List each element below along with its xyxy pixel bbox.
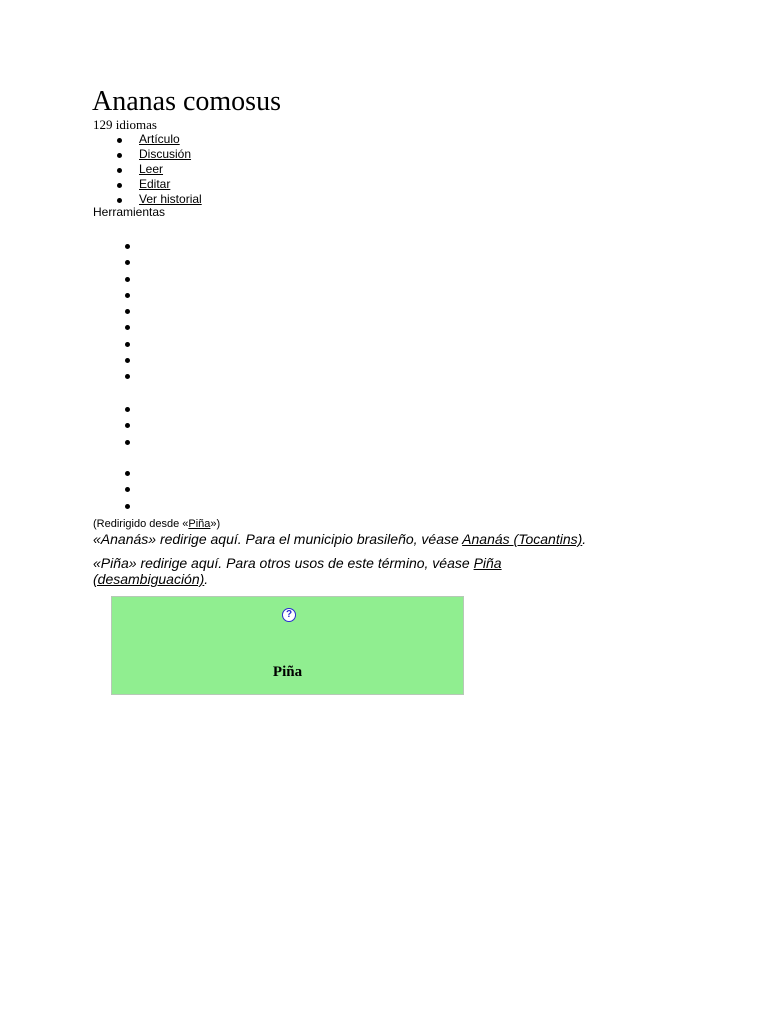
- page-actions-list: [139, 132, 202, 207]
- nav-item-read: [139, 162, 202, 177]
- hatnote-text: «Piña» redirige aquí. Para otros usos de este término, véase: [93, 555, 474, 571]
- tab-edit[interactable]: Editar: [139, 177, 171, 191]
- hatnote-link-ananas-tocantins[interactable]: Ananás (Tocantins): [462, 531, 583, 547]
- hatnote-end: .: [582, 531, 587, 547]
- hatnote-link-pina-disambiguation[interactable]: Piña (desambiguación): [93, 555, 502, 587]
- language-count[interactable]: 129 idiomas: [93, 117, 157, 132]
- nav-item-discussion: [139, 147, 202, 162]
- hatnote-ananas: [93, 531, 587, 547]
- nav-item-article: [139, 132, 202, 147]
- redirect-note: [93, 517, 220, 531]
- tab-read[interactable]: Leer: [139, 162, 164, 176]
- tab-discussion[interactable]: Discusión: [139, 147, 192, 161]
- hatnote-end: .: [204, 571, 209, 587]
- hatnote-pina: [93, 555, 563, 587]
- nav-item-edit: [139, 177, 202, 192]
- redirect-suffix: »): [210, 518, 221, 530]
- redirect-source-link[interactable]: Piña: [188, 518, 211, 530]
- tab-article[interactable]: Artículo: [139, 132, 180, 146]
- hatnote-text: «Ananás» redirige aquí. Para el municipio brasileño, véase: [93, 531, 463, 547]
- page-title: Ananas comosus: [92, 86, 281, 117]
- tools-label[interactable]: Herramientas: [93, 205, 166, 219]
- help-icon[interactable]: ?: [282, 608, 296, 622]
- taxobox: [111, 596, 464, 695]
- redirect-prefix: (Redirigido desde «: [93, 518, 189, 530]
- tab-history[interactable]: Ver historial: [139, 192, 202, 206]
- taxobox-title: Piña: [272, 664, 303, 680]
